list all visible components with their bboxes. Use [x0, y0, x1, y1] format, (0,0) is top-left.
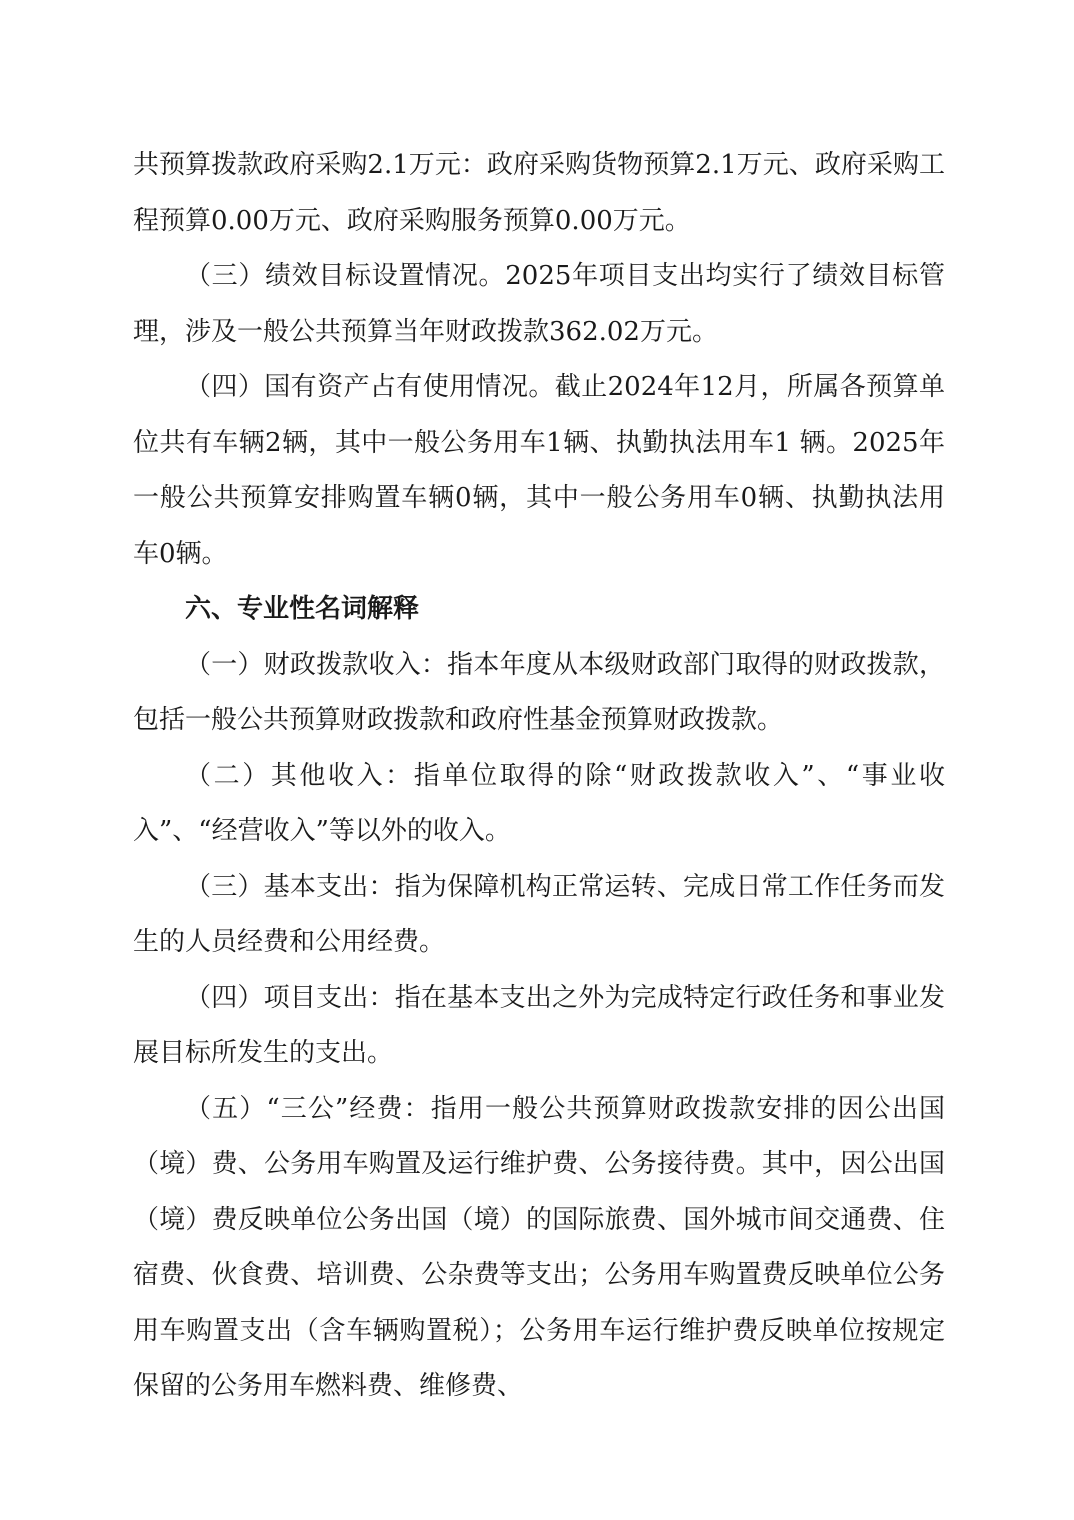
section-six-heading: 六、专业性名词解释	[185, 594, 420, 624]
paragraph-procurement-continued: 共预算拨款政府采购2.1万元：政府采购货物预算2.1万元、政府采购工程预算0.00万元、政府采购服务预算0.00万元。	[133, 150, 945, 236]
paragraph-term-basic-expenditure: （三）基本支出：指为保障机构正常运转、完成日常工作任务而发生的人员经费和公用经费。	[133, 871, 945, 957]
paragraph-performance-targets: （三）绩效目标设置情况。2025年项目支出均实行了绩效目标管理，涉及一般公共预算当年财政拨款362.02万元。	[133, 261, 945, 347]
paragraph-state-assets: （四）国有资产占有使用情况。截止2024年12月，所属各预算单位共有车辆2辆，其中一般公务用车1辆、执勤执法用车1 辆。2025年一般公共预算安排购置车辆0辆，其中一般公务用车0辆、执勤执法用车0辆。	[133, 372, 945, 569]
paragraph-term-project-expenditure: （四）项目支出：指在基本支出之外为完成特定行政任务和事业发展目标所发生的支出。	[133, 982, 945, 1068]
paragraph-term-other-income: （二）其他收入：指单位取得的除“财政拨款收入”、“事业收入”、“经营收入”等以外的收入。	[133, 760, 945, 846]
paragraph-term-fiscal-appropriation-income: （一）财政拨款收入：指本年度从本级财政部门取得的财政拨款，包括一般公共预算财政拨款和政府性基金预算财政拨款。	[133, 649, 945, 735]
document-body	[133, 138, 945, 1415]
paragraph-term-three-public-expenses: （五）“三公”经费：指用一般公共预算财政拨款安排的因公出国（境）费、公务用车购置及运行维护费、公务接待费。其中，因公出国（境）费反映单位公务出国（境）的国际旅费、国外城市间交通费、住宿费、伙食费、培训费、公杂费等支出；公务用车购置费反映单位公务用车购置支出（含车辆购置税）；公务用车运行维护费反映单位按规定保留的公务用车燃料费、维修费、	[133, 1093, 945, 1401]
